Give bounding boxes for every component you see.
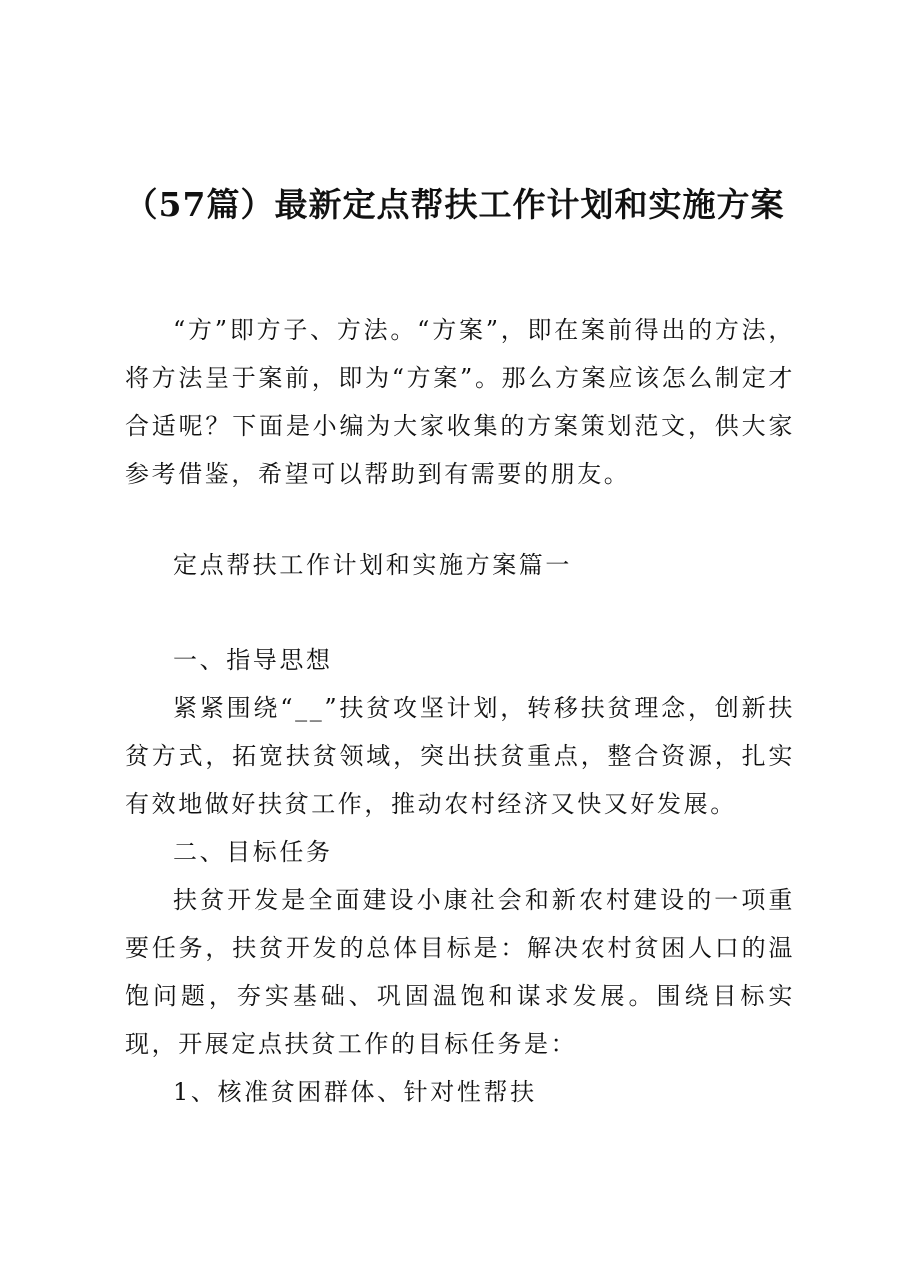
heading-goals-tasks: 二、目标任务 — [173, 838, 333, 866]
document-title: （57篇）最新定点帮扶工作计划和实施方案 — [124, 185, 785, 224]
paragraph-goals-tasks: 扶贫开发是全面建设小康社会和新农村建设的一项重要任务，扶贫开发的总体目标是：解决农村贫困人口的温饱问题，夯实基础、巩固温饱和谋求发展。围绕目标实现，开展定点扶贫工作的目标任务是： — [125, 886, 795, 1058]
heading-guiding-ideology: 一、指导思想 — [173, 646, 333, 674]
list-item-1: 1、核准贫困群体、针对性帮扶 — [173, 1078, 537, 1106]
paragraph-guiding-ideology: 紧紧围绕“__”扶贫攻坚计划，转移扶贫理念，创新扶贫方式，拓宽扶贫领域，突出扶贫重点，整合资源，扎实有效地做好扶贫工作，推动农村经济又快又好发展。 — [125, 694, 795, 818]
intro-paragraph: “方”即方子、方法。“方案”，即在案前得出的方法，将方法呈于案前，即为“方案”。那么方案应该怎么制定才合适呢？下面是小编为大家收集的方案策划范文，供大家参考借鉴，希望可以帮助到有需要的朋友。 — [125, 316, 795, 488]
section-title: 定点帮扶工作计划和实施方案篇一 — [173, 551, 572, 579]
